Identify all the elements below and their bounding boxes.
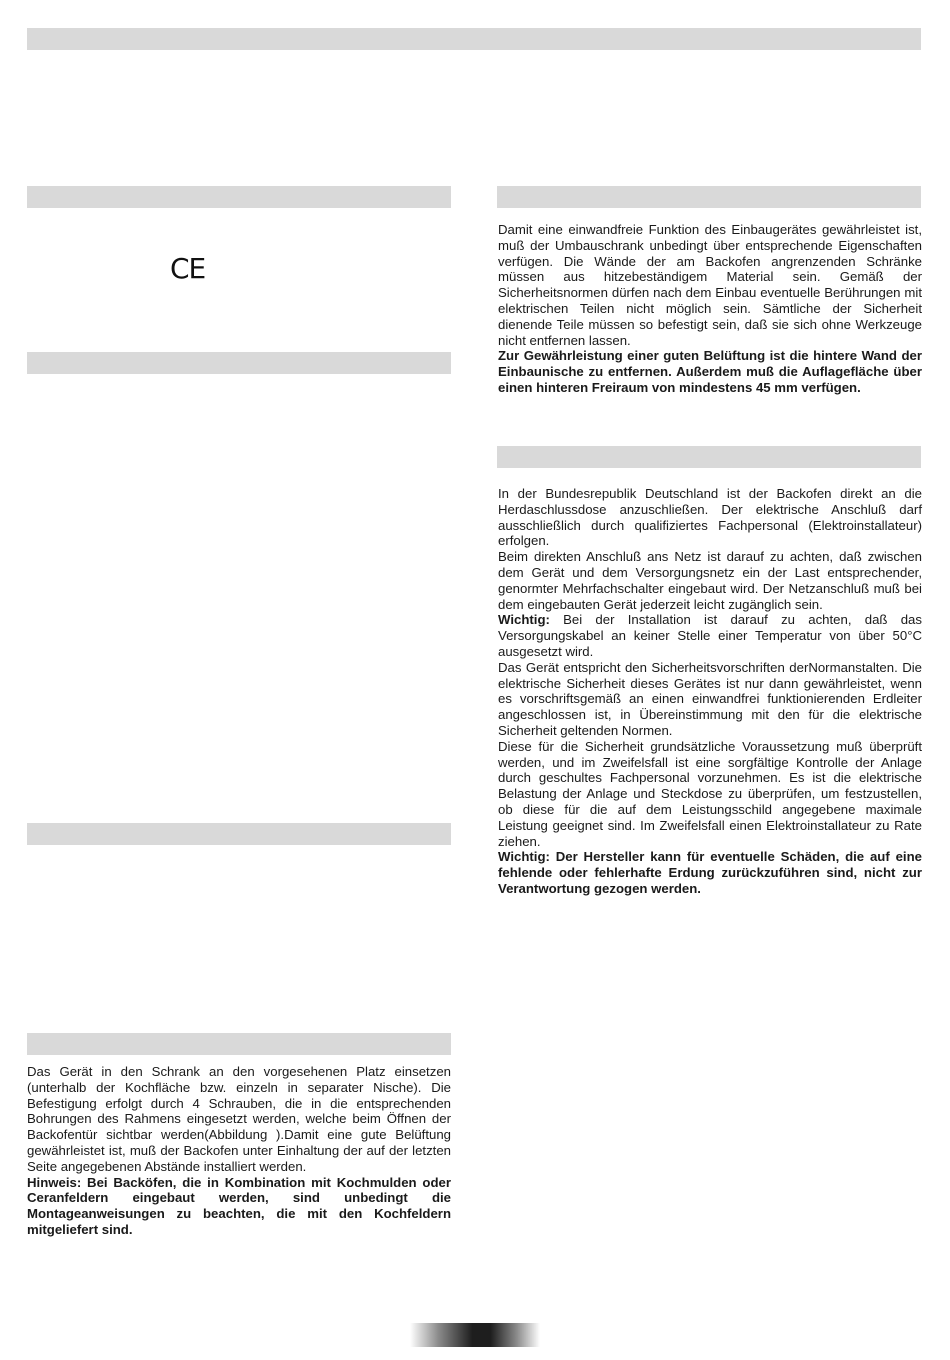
important-label: Wichtig: — [498, 612, 550, 628]
left-section-bar-3 — [27, 823, 451, 845]
right-section-bar-2 — [497, 446, 921, 468]
top-header-bar — [27, 28, 921, 50]
install-section-text — [27, 1064, 451, 1238]
connection-paragraph-3-text: Bei der Installation ist darauf zu achten, daß das Versorgungskabel an keiner Stelle einer Temperatur von über 50°C ausgesetzt wird. — [498, 612, 922, 659]
connection-paragraph-4: Das Gerät entspricht den Sicherheitsvorschriften derNormanstalten. Die elektrische Sicherheit dieses Gerätes ist nur dann gewährleistet, wenn es vorschriftsgemäß an einen einwandfrei funktionierenden Erdleiter angeschlossen ist, in Übereinstimmung mit den für die elektrische Sicherheit geltenden Normen. — [498, 659, 922, 738]
right-section-bar-1 — [497, 186, 921, 208]
left-section-bar-ce — [27, 186, 451, 208]
connection-paragraph-5: Diese für die Sicherheit grundsätzliche Voraussetzung muß überprüft werden, und im Zweifelsfall ist eine sorgfältige Kontrolle der Anlage durch geschultes Fachpersonal vorzunehmen. Es ist die elektrische Belastung der Anlage und Steckdose zu überprüfen, um festzustellen, ob diese für die auf dem Leistungsschild angegebene maximale Leistung geeignet sind. Im Zweifelsfall einen Elektroinstallateur zu Rate ziehen. — [498, 738, 922, 849]
ventilation-warning: Zur Gewährleistung einer guten Belüftung ist die hintere Wand der Einbaunische zu entfernen. Außerdem muß die Auflagefläche über einen hinteren Freiraum von mindestens 45 mm verfügen. — [498, 348, 922, 395]
right-section-1-text — [498, 222, 922, 396]
left-section-bar-2 — [27, 352, 451, 374]
connection-paragraph-1: In der Bundesrepublik Deutschland ist der Backofen direkt an die Herdaschlussdose anzuschließen. Der elektrische Anschluß darf ausschließlich durch qualifiziertes Fachpersonal (Elektroinstallateur) erfolgen. — [498, 486, 922, 549]
install-paragraph: Das Gerät in den Schrank an den vorgesehenen Platz einsetzen (unterhalb der Kochfläche bzw. einzeln in separater Nische). Die Befestigung erfolgt durch 4 Schrauben, die in die entsprechenden Bohrungen des Rahmens eingesetzt werden, welche beim Öffnen der Backofentür sichtbar werden(Abbildung ).Damit eine gute Belüftung gewährleistet ist, muß der Backofen unter Einhaltung der auf der letzten Seite angegebenen Abstände installiert werden. — [27, 1064, 451, 1174]
left-section-bar-install — [27, 1033, 451, 1055]
connection-paragraph-3 — [498, 612, 922, 659]
grounding-warning: Wichtig: Der Hersteller kann für eventuelle Schäden, die auf eine fehlende oder fehlerhafte Erdung zurückzuführen sind, nicht zur Verantwortung gezogen werden. — [498, 849, 922, 896]
ventilation-paragraph: Damit eine einwandfreie Funktion des Einbaugerätes gewährleistet ist, muß der Umbauschrank unbedingt über entsprechende Eigenschaften verfügen. Die Wände der am Backofen angrenzenden Schränke müssen aus hitzebeständigem Material sein. Gemäß der Sicherheitsnormen dürfen nach dem Einbau eventuelle Berührungen mit elektrischen Teilen nicht möglich sein. Sämtliche der Sicherheit dienende Teile müssen so befestigt sein, daß sie sich ohne Werkzeuge nicht entfernen lassen. — [498, 222, 922, 348]
right-section-2-text — [498, 486, 922, 897]
ce-mark-logo: CE — [170, 252, 206, 285]
connection-paragraph-2: Beim direkten Anschluß ans Netz ist darauf zu achten, daß zwischen dem Gerät und dem Versorgungsnetz ein der Last entsprechender, genormter Mehrfachschalter eingebaut wird. Der Netzanschluß muß bei dem eingebauten Gerät jederzeit leicht zugänglich sein. — [498, 549, 922, 612]
page-number-block — [410, 1323, 540, 1347]
install-note: Hinweis: Bei Backöfen, die in Kombination mit Kochmulden oder Ceranfeldern eingebaut werden, sind unbedingt die Montageanweisungen zu beachten, die mit den Kochfeldern mitgeliefert sind. — [27, 1174, 451, 1237]
